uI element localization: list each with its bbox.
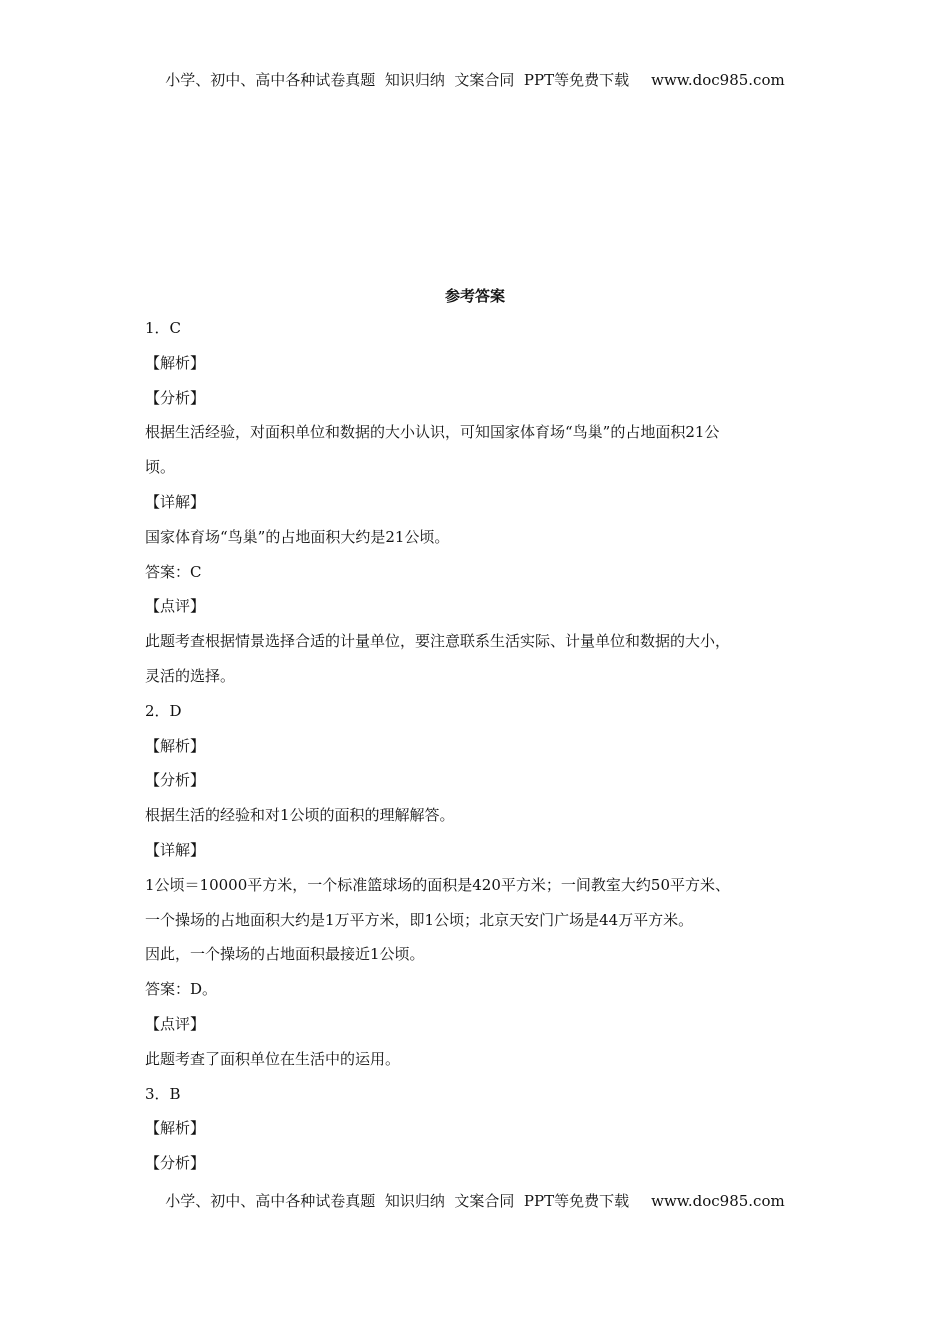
paragraph-line: 国家体育场“鸟巢”的占地面积大约是21公顷。 <box>145 527 450 546</box>
section-label: 【分析】 <box>145 1154 206 1173</box>
paragraph-line: 因此，一个操场的占地面积最接近1公顷。 <box>145 945 425 964</box>
question-answer: 3．B <box>145 1084 181 1103</box>
section-label: 【解析】 <box>145 1119 206 1138</box>
paragraph-line: 根据生活经验，对面积单位和数据的大小认识，可知国家体育场“鸟巢”的占地面积21公 <box>145 423 720 442</box>
question-answer: 1．C <box>145 319 182 337</box>
section-label: 【详解】 <box>145 492 206 511</box>
header-text: 小学、初中、高中各种试卷真题 知识归纳 文案合同 PPT等免费下载 <box>165 71 630 89</box>
page-title: 参考答案 <box>444 287 505 305</box>
page-header <box>0 69 950 90</box>
section-label: 【解析】 <box>145 353 206 372</box>
section-label: 【分析】 <box>145 771 206 790</box>
section-label: 【解析】 <box>145 736 206 755</box>
header-url: www.doc985.com <box>651 71 785 89</box>
section-label: 【详解】 <box>145 840 206 859</box>
answer-body <box>145 318 825 1188</box>
section-label: 【点评】 <box>145 1014 206 1033</box>
footer-url: www.doc985.com <box>651 1192 785 1210</box>
paragraph-line: 根据生活的经验和对1公顷的面积的理解解答。 <box>145 806 455 825</box>
paragraph-line: 答案：C <box>145 562 202 581</box>
paragraph-line: 此题考查了面积单位在生活中的运用。 <box>145 1049 401 1068</box>
paragraph-line: 顷。 <box>145 458 176 477</box>
paragraph-line: 1公顷＝10000平方米，一个标准篮球场的面积是420平方米；一间教室大约50平方米、 <box>145 875 730 894</box>
paragraph-line: 答案：D。 <box>145 980 218 999</box>
paragraph-line: 一个操场的占地面积大约是1万平方米，即1公顷；北京天安门广场是44万平方米。 <box>145 910 694 929</box>
page-footer <box>0 1190 950 1211</box>
paragraph-line: 灵活的选择。 <box>145 666 236 685</box>
paragraph-line: 此题考查根据情景选择合适的计量单位，要注意联系生活实际、计量单位和数据的大小， <box>145 632 731 651</box>
question-answer: 2．D <box>145 701 182 720</box>
footer-text: 小学、初中、高中各种试卷真题 知识归纳 文案合同 PPT等免费下载 <box>165 1192 630 1210</box>
section-label: 【点评】 <box>145 597 206 616</box>
section-label: 【分析】 <box>145 388 206 407</box>
